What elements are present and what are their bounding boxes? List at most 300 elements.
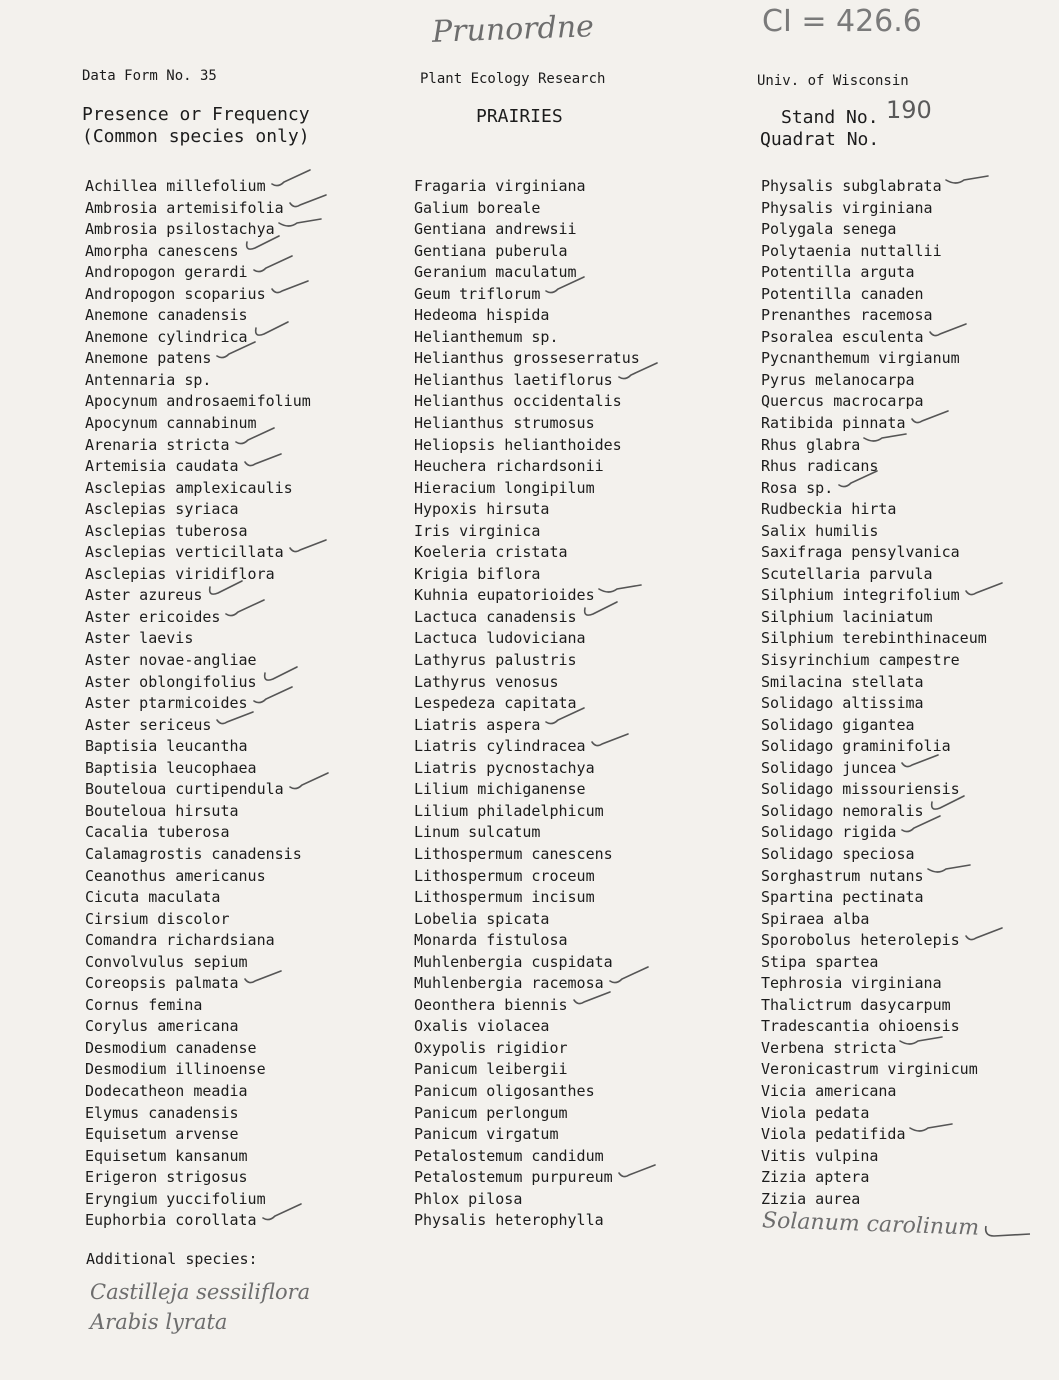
check-mark-icon [964, 932, 1006, 950]
species-row [85, 1038, 330, 1060]
species-row [761, 801, 1006, 823]
species-row [85, 542, 330, 564]
species-row [414, 1038, 659, 1060]
measure-line-1: Presence or Frequency [82, 104, 310, 125]
stand-label: Stand No. [781, 107, 879, 128]
species-name: Zizia aurea [761, 1189, 861, 1208]
handwritten-added-species: Solanum carolinum [761, 1208, 980, 1241]
species-name: Desmodium illinoense [85, 1060, 266, 1079]
species-row [761, 822, 1006, 844]
species-name: Hieracium longipilum [414, 478, 595, 497]
species-row [761, 262, 1006, 284]
species-name: Asclepias tuberosa [85, 521, 248, 540]
species-name: Cirsium discolor [85, 909, 230, 928]
species-name: Oxalis violacea [414, 1017, 550, 1036]
check-mark-icon [215, 716, 257, 734]
species-row [85, 1016, 330, 1038]
species-row [761, 758, 1006, 780]
species-row [85, 370, 330, 392]
species-row [414, 456, 659, 478]
species-name: Vicia americana [761, 1081, 897, 1100]
species-name: Cicuta maculata [85, 888, 221, 907]
species-name: Pyrus melanocarpa [761, 370, 915, 389]
species-row [761, 1081, 1006, 1103]
species-name: Anemone canadensis [85, 306, 248, 325]
species-name: Petalostemum purpureum [414, 1168, 613, 1187]
species-row [85, 995, 330, 1017]
species-name: Erigeron strigosus [85, 1168, 248, 1187]
species-name: Convolvulus sepium [85, 952, 248, 971]
species-name: Lilium philadelphicum [414, 801, 604, 820]
species-row [761, 241, 1006, 263]
species-name: Gentiana puberula [414, 241, 568, 260]
species-row [85, 736, 330, 758]
species-name: Lespedeza capitata [414, 694, 577, 713]
check-mark-icon [910, 1126, 952, 1144]
species-row [761, 1146, 1006, 1168]
organization: Plant Ecology Research [420, 71, 606, 87]
species-name: Solidago altissima [761, 694, 924, 713]
species-row [85, 456, 330, 478]
species-name: Smilacina stellata [761, 672, 924, 691]
species-name: Panicum perlongum [414, 1103, 568, 1122]
check-mark-icon [590, 738, 632, 756]
species-name: Solidago juncea [761, 758, 897, 777]
quadrat-label: Quadrat No. [760, 129, 880, 150]
species-name: Polygala senega [761, 220, 897, 239]
species-row [761, 435, 1006, 457]
species-row [414, 887, 659, 909]
species-name: Sporobolus heterolepis [761, 931, 960, 950]
species-row [761, 866, 1006, 888]
university: Univ. of Wisconsin [757, 73, 909, 89]
species-row [414, 370, 659, 392]
species-row [85, 1124, 330, 1146]
species-row [414, 305, 659, 327]
species-name: Amorpha canescens [85, 241, 239, 260]
species-row [414, 1016, 659, 1038]
species-name: Monarda fistulosa [414, 931, 568, 950]
species-row [414, 521, 659, 543]
species-row [761, 1059, 1006, 1081]
species-name: Asclepias viridiflora [85, 564, 275, 583]
species-row [414, 284, 659, 306]
species-row [761, 542, 1006, 564]
species-name: Hedeoma hispida [414, 306, 550, 325]
species-name: Heuchera richardsonii [414, 457, 604, 476]
species-row [414, 1167, 659, 1189]
species-name: Physalis virginiana [761, 198, 933, 217]
species-row [761, 995, 1006, 1017]
species-name: Solidago graminifolia [761, 737, 951, 756]
species-name: Panicum leibergii [414, 1060, 568, 1079]
species-row [414, 866, 659, 888]
species-row [761, 628, 1006, 650]
check-mark-icon [288, 781, 330, 799]
species-name: Zizia aptera [761, 1168, 870, 1187]
species-row [761, 1124, 1006, 1146]
species-name: Antennaria sp. [85, 370, 212, 389]
species-name: Rhus radicans [761, 457, 879, 476]
species-row [85, 1167, 330, 1189]
species-row [414, 822, 659, 844]
species-column-3 [761, 176, 1006, 1210]
species-row [85, 499, 330, 521]
species-name: Galium boreale [414, 198, 541, 217]
species-name: Anemone cylindrica [85, 327, 248, 346]
species-name: Krigia biflora [414, 564, 541, 583]
species-row [761, 1038, 1006, 1060]
species-name: Vitis vulpina [761, 1146, 879, 1165]
species-name: Lactuca canadensis [414, 607, 577, 626]
species-name: Muhlenbergia cuspidata [414, 952, 613, 971]
species-row [85, 435, 330, 457]
species-row [414, 758, 659, 780]
species-name: Asclepias amplexicaulis [85, 478, 293, 497]
species-row [414, 973, 659, 995]
species-row [85, 413, 330, 435]
species-name: Liatris cylindracea [414, 737, 586, 756]
species-name: Helianthus grosseserratus [414, 349, 640, 368]
species-name: Eryngium yuccifolium [85, 1189, 266, 1208]
species-name: Aster sericeus [85, 715, 212, 734]
species-name: Lilium michiganense [414, 780, 586, 799]
species-row [85, 887, 330, 909]
species-row [414, 1124, 659, 1146]
species-name: Aster laevis [85, 629, 194, 648]
species-name: Baptisia leucophaea [85, 758, 257, 777]
species-column-2 [414, 176, 659, 1232]
species-name: Potentilla arguta [761, 263, 915, 282]
species-name: Viola pedata [761, 1103, 870, 1122]
species-name: Salix humilis [761, 521, 879, 540]
species-name: Rhus glabra [761, 435, 861, 454]
additional-species-2: Arabis lyrata [90, 1310, 228, 1334]
species-row [85, 628, 330, 650]
species-name: Arenaria stricta [85, 435, 230, 454]
species-row [85, 844, 330, 866]
species-name: Aster azureus [85, 586, 203, 605]
species-name: Anemone patens [85, 349, 212, 368]
species-name: Silphium laciniatum [761, 607, 933, 626]
form-number: Data Form No. 35 [82, 68, 217, 84]
check-mark-icon [984, 1222, 1034, 1242]
species-row [761, 1189, 1006, 1211]
species-name: Physalis heterophylla [414, 1211, 604, 1230]
species-row [761, 693, 1006, 715]
species-name: Solidago gigantea [761, 715, 915, 734]
species-row [85, 478, 330, 500]
species-name: Solidago missouriensis [761, 780, 960, 799]
species-row [414, 672, 659, 694]
species-row [761, 198, 1006, 220]
stand-number: 190 [886, 96, 932, 124]
species-row [761, 327, 1006, 349]
species-name: Ambrosia psilostachya [85, 220, 275, 239]
species-name: Helianthemum sp. [414, 327, 559, 346]
species-row [85, 973, 330, 995]
additional-species-1: Castilleja sessiliflora [90, 1280, 311, 1304]
species-name: Hypoxis hirsuta [414, 500, 550, 519]
species-name: Linum sulcatum [414, 823, 541, 842]
species-row [414, 198, 659, 220]
species-row [761, 456, 1006, 478]
species-row [85, 866, 330, 888]
species-name: Oxypolis rigidior [414, 1038, 568, 1057]
species-name: Spartina pectinata [761, 888, 924, 907]
species-name: Helianthus occidentalis [414, 392, 622, 411]
species-row [761, 284, 1006, 306]
check-mark-icon [946, 178, 988, 196]
species-row [414, 607, 659, 629]
species-name: Gentiana andrewsii [414, 220, 577, 239]
species-name: Aster ptarmicoides [85, 694, 248, 713]
species-name: Spiraea alba [761, 909, 870, 928]
species-row [85, 327, 330, 349]
species-column-1 [85, 176, 330, 1232]
check-mark-icon [544, 285, 586, 303]
species-row [414, 628, 659, 650]
measure-line-2: (Common species only) [82, 126, 310, 147]
species-name: Solidago nemoralis [761, 801, 924, 820]
species-name: Thalictrum dasycarpum [761, 995, 951, 1014]
species-name: Pycnanthemum virgianum [761, 349, 960, 368]
check-mark-icon [288, 544, 330, 562]
species-row [414, 435, 659, 457]
species-row [85, 822, 330, 844]
species-row [414, 844, 659, 866]
species-row [414, 650, 659, 672]
species-name: Aster ericoides [85, 607, 221, 626]
species-row [761, 930, 1006, 952]
check-mark-icon [243, 975, 285, 993]
species-row [761, 219, 1006, 241]
species-name: Sorghastrum nutans [761, 866, 924, 885]
species-row [414, 241, 659, 263]
species-row [85, 930, 330, 952]
species-name: Helianthus strumosus [414, 414, 595, 433]
check-mark-icon [224, 608, 266, 626]
species-row [761, 348, 1006, 370]
species-row [761, 607, 1006, 629]
species-name: Phlox pilosa [414, 1189, 523, 1208]
species-name: Artemisia caudata [85, 457, 239, 476]
species-row [761, 499, 1006, 521]
species-name: Solidago rigida [761, 823, 897, 842]
species-name: Apocynum androsaemifolium [85, 392, 311, 411]
species-name: Apocynum cannabinum [85, 414, 257, 433]
species-name: Cornus femina [85, 995, 203, 1014]
species-name: Muhlenbergia racemosa [414, 974, 604, 993]
species-name: Psoralea esculenta [761, 327, 924, 346]
community-title: PRAIRIES [476, 106, 563, 127]
species-row [414, 995, 659, 1017]
species-row [414, 542, 659, 564]
check-mark-icon [928, 328, 970, 346]
species-row [85, 219, 330, 241]
species-row [761, 478, 1006, 500]
species-name: Lactuca ludoviciana [414, 629, 586, 648]
species-row [85, 715, 330, 737]
check-mark-icon [910, 415, 952, 433]
species-name: Silphium terebinthinaceum [761, 629, 987, 648]
species-row [414, 391, 659, 413]
species-row [414, 499, 659, 521]
check-mark-icon [900, 1039, 942, 1057]
species-name: Physalis subglabrata [761, 177, 942, 195]
additional-species-label: Additional species: [86, 1250, 258, 1268]
species-row [761, 585, 1006, 607]
species-name: Aster oblongifolius [85, 672, 257, 691]
species-name: Veronicastrum virginicum [761, 1060, 978, 1079]
check-mark-icon [581, 608, 623, 626]
handwritten-title: Prunordne [431, 9, 595, 50]
species-name: Kuhnia eupatorioides [414, 586, 595, 605]
species-row [85, 585, 330, 607]
species-name: Corylus americana [85, 1017, 239, 1036]
check-mark-icon [572, 996, 614, 1014]
species-row [414, 1210, 659, 1232]
species-row [761, 952, 1006, 974]
species-name: Quercus macrocarpa [761, 392, 924, 411]
check-mark-icon [544, 716, 586, 734]
species-row [85, 391, 330, 413]
species-row [85, 801, 330, 823]
species-name: Tephrosia virginiana [761, 974, 942, 993]
species-row [85, 779, 330, 801]
species-name: Rosa sp. [761, 478, 834, 497]
species-row [85, 1146, 330, 1168]
species-name: Koeleria cristata [414, 543, 568, 562]
species-row [761, 1016, 1006, 1038]
species-name: Euphorbia corollata [85, 1211, 257, 1230]
species-name: Asclepias syriaca [85, 500, 239, 519]
check-mark-icon [964, 587, 1006, 605]
species-row [761, 521, 1006, 543]
species-name: Silphium integrifolium [761, 586, 960, 605]
species-name: Ratibida pinnata [761, 414, 906, 433]
species-row [85, 1059, 330, 1081]
species-row [414, 1081, 659, 1103]
species-row [761, 672, 1006, 694]
species-row [85, 952, 330, 974]
species-row [761, 887, 1006, 909]
species-name: Cacalia tuberosa [85, 823, 230, 842]
species-row [85, 284, 330, 306]
species-row [414, 801, 659, 823]
species-row [85, 1103, 330, 1125]
species-name: Liatris aspera [414, 715, 541, 734]
species-name: Achillea millefolium [85, 177, 266, 195]
check-mark-icon [270, 285, 312, 303]
species-row [761, 370, 1006, 392]
check-mark-icon [900, 759, 942, 777]
species-name: Sisyrinchium campestre [761, 651, 960, 670]
species-name: Lathyrus venosus [414, 672, 559, 691]
species-name: Helianthus laetiflorus [414, 370, 613, 389]
species-name: Calamagrostis canadensis [85, 844, 302, 863]
species-row [414, 176, 659, 198]
species-row [761, 650, 1006, 672]
species-name: Aster novae-angliae [85, 651, 257, 670]
check-mark-icon [261, 1212, 303, 1230]
species-name: Bouteloua hirsuta [85, 801, 239, 820]
check-mark-icon [215, 350, 257, 368]
species-row [414, 1103, 659, 1125]
species-name: Bouteloua curtipendula [85, 780, 284, 799]
species-row [761, 391, 1006, 413]
species-name: Viola pedatifida [761, 1125, 906, 1144]
species-name: Stipa spartea [761, 952, 879, 971]
species-row [761, 1103, 1006, 1125]
species-name: Geranium maculatum [414, 263, 577, 282]
species-name: Polytaenia nuttallii [761, 241, 942, 260]
species-name: Desmodium canadense [85, 1038, 257, 1057]
species-name: Elymus canadensis [85, 1103, 239, 1122]
species-name: Oeonthera biennis [414, 995, 568, 1014]
species-row [85, 1210, 330, 1232]
species-row [414, 779, 659, 801]
species-name: Heliopsis helianthoides [414, 435, 622, 454]
species-name: Lithospermum incisum [414, 888, 595, 907]
species-name: Ceanothus americanus [85, 866, 266, 885]
species-name: Prenanthes racemosa [761, 306, 933, 325]
species-name: Ambrosia artemisifolia [85, 198, 284, 217]
species-row [414, 219, 659, 241]
species-row [414, 930, 659, 952]
species-name: Geum triflorum [414, 284, 541, 303]
species-name: Lithospermum canescens [414, 844, 613, 863]
check-mark-icon [837, 479, 879, 497]
species-name: Equisetum arvense [85, 1125, 239, 1144]
species-name: Baptisia leucantha [85, 737, 248, 756]
species-row [414, 1189, 659, 1211]
handwritten-ci-note: CI = 426.6 [762, 4, 922, 39]
species-name: Asclepias verticillata [85, 543, 284, 562]
species-name: Solidago speciosa [761, 844, 915, 863]
species-row [85, 909, 330, 931]
species-name: Coreopsis palmata [85, 974, 239, 993]
species-name: Verbena stricta [761, 1038, 897, 1057]
species-name: Dodecatheon meadia [85, 1081, 248, 1100]
species-row [414, 909, 659, 931]
species-row [414, 262, 659, 284]
species-row [761, 1167, 1006, 1189]
species-name: Panicum virgatum [414, 1125, 559, 1144]
species-row [85, 693, 330, 715]
species-row [414, 413, 659, 435]
check-mark-icon [617, 371, 659, 389]
species-name: Iris virginica [414, 521, 541, 540]
species-name: Panicum oligosanthes [414, 1081, 595, 1100]
species-row [85, 1081, 330, 1103]
species-row [414, 478, 659, 500]
species-row [85, 607, 330, 629]
species-name: Andropogon scoparius [85, 284, 266, 303]
species-name: Comandra richardsiana [85, 931, 275, 950]
check-mark-icon [243, 458, 285, 476]
species-name: Scutellaria parvula [761, 564, 933, 583]
check-mark-icon [864, 436, 906, 454]
species-name: Liatris pycnostachya [414, 758, 595, 777]
species-name: Lathyrus palustris [414, 651, 577, 670]
species-row [85, 348, 330, 370]
species-row [761, 176, 1006, 198]
check-mark-icon [900, 824, 942, 842]
species-name: Lithospermum croceum [414, 866, 595, 885]
species-name: Fragaria virginiana [414, 177, 586, 195]
species-row [761, 973, 1006, 995]
